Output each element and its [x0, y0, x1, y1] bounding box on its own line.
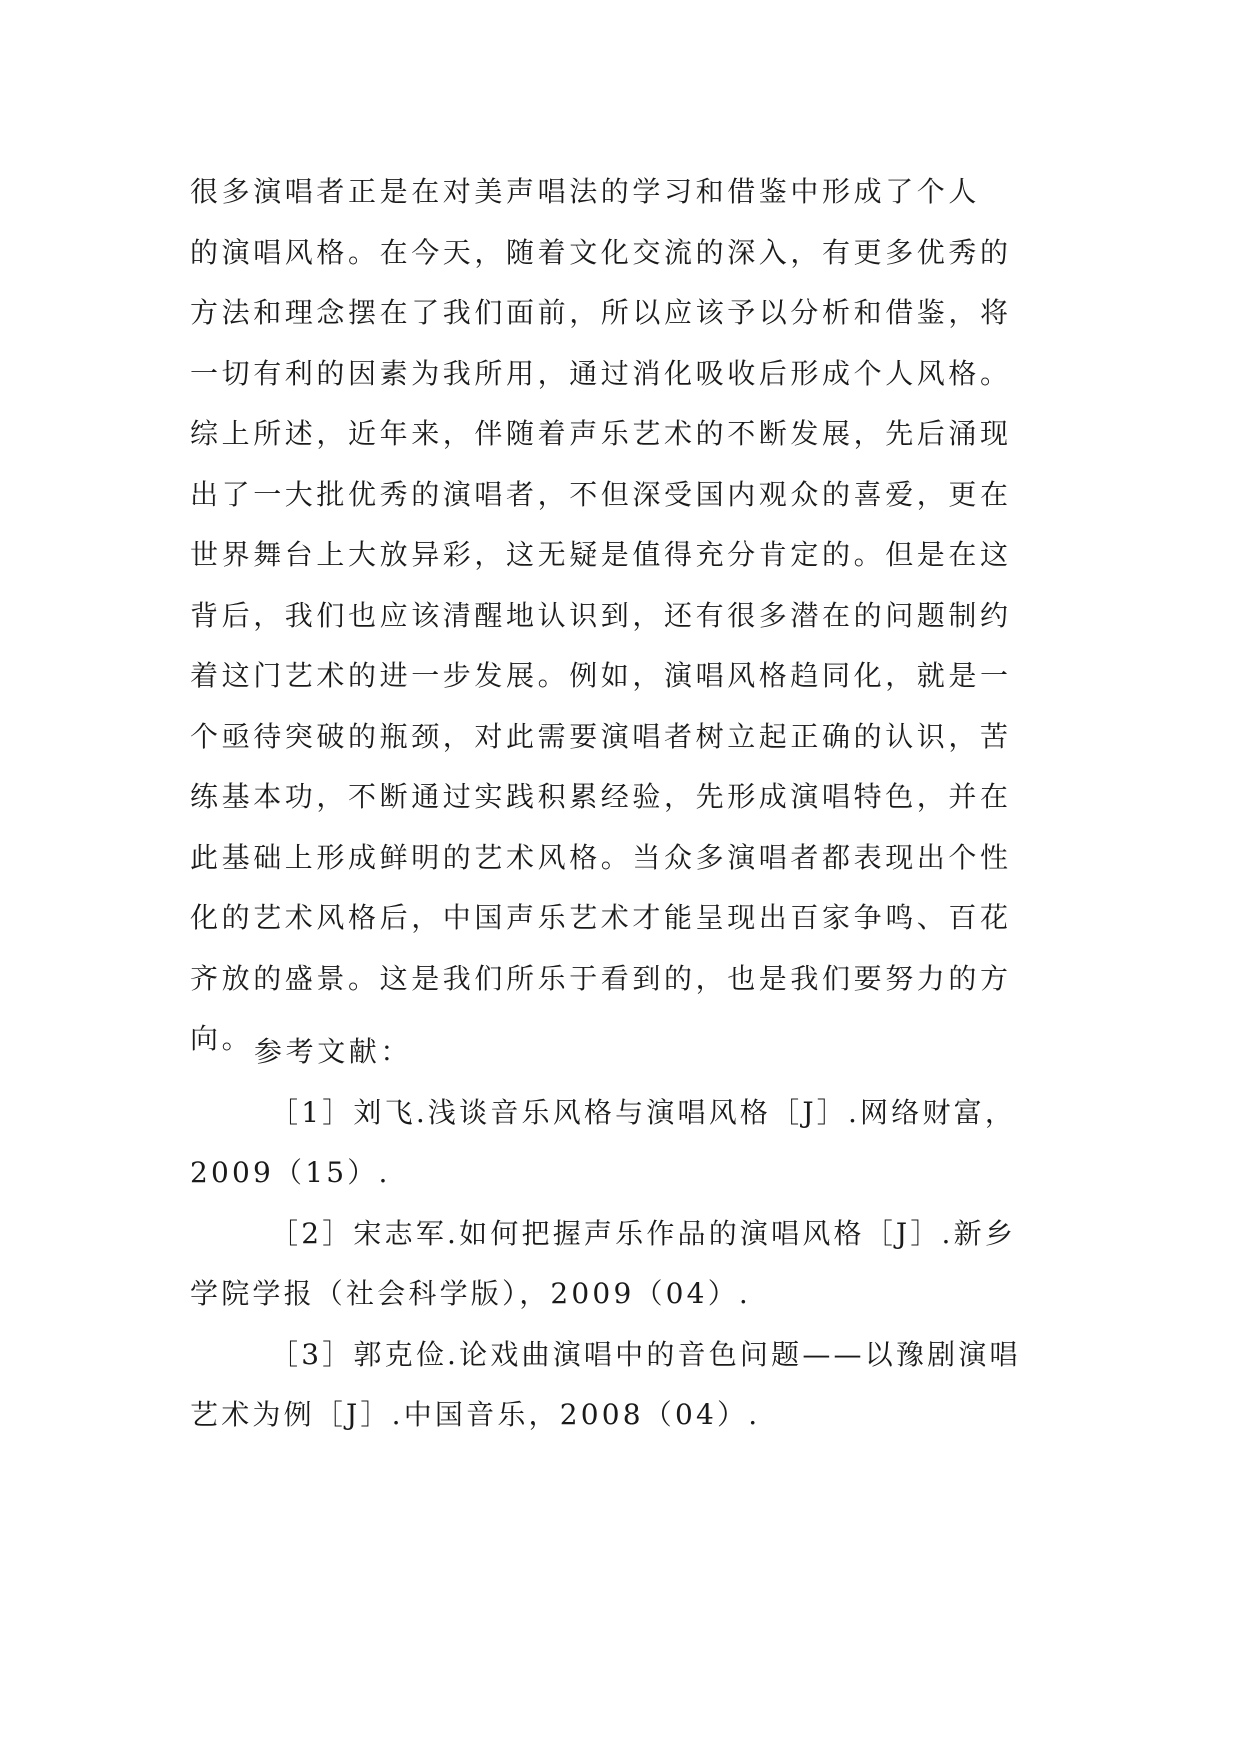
reference-entry: [190, 1083, 1070, 1204]
body-line: 背后，我们也应该清醒地认识到，还有很多潜在的问题制约: [190, 598, 1012, 632]
body-line: 世界舞台上大放异彩，这无疑是值得充分肯定的。但是在这: [190, 538, 1012, 571]
body-line: 此基础上形成鲜明的艺术风格。当众多演唱者都表现出个性: [190, 840, 1012, 874]
reference-line: 2009（15）.: [190, 1156, 391, 1189]
reference-line: 学院学报（社会科学版），2009（04）.: [190, 1277, 751, 1310]
body-line: 个亟待突破的瓶颈，对此需要演唱者树立起正确的认识，苦: [190, 719, 1012, 753]
reference-entry: [190, 1325, 1070, 1446]
body-line: 一切有利的因素为我所用，通过消化吸收后形成个人风格。: [190, 356, 1012, 390]
reference-line: ［2］宋志军.如何把握声乐作品的演唱风格［J］.新乡: [270, 1216, 1017, 1250]
body-line: 化的艺术风格后，中国声乐艺术才能呈现出百家争鸣、百花: [190, 901, 1012, 934]
body-line: 综上所述，近年来，伴随着声乐艺术的不断发展，先后涌现: [190, 417, 1012, 450]
body-line: 很多演唱者正是在对美声唱法的学习和借鉴中形成了个人: [190, 175, 981, 208]
references-heading: 参考文献：: [254, 1035, 413, 1068]
reference-line: ［3］郭克俭.论戏曲演唱中的音色问题——以豫剧演唱: [270, 1337, 1021, 1371]
reference-entry: [190, 1204, 1070, 1325]
body-line: 出了一大批优秀的演唱者，不但深受国内观众的喜爱，更在: [190, 477, 1012, 511]
body-line: 齐放的盛景。这是我们所乐于看到的，也是我们要努力的方: [190, 961, 1012, 995]
body-paragraph: [190, 162, 1070, 1070]
body-line: 的演唱风格。在今天，随着文化交流的深入，有更多优秀的: [190, 235, 1012, 269]
body-line: 着这门艺术的进一步发展。例如，演唱风格趋同化，就是一: [190, 659, 1012, 692]
body-line: 方法和理念摆在了我们面前，所以应该予以分析和借鉴，将: [190, 296, 1012, 329]
body-line: 练基本功，不断通过实践积累经验，先形成演唱特色，并在: [190, 780, 1012, 813]
reference-line: 艺术为例［J］.中国音乐，2008（04）.: [190, 1398, 761, 1431]
reference-line: ［1］刘飞.浅谈音乐风格与演唱风格［J］.网络财富，: [270, 1095, 1017, 1129]
body-line: 向。: [190, 1022, 254, 1055]
references-section: [190, 1022, 1070, 1446]
